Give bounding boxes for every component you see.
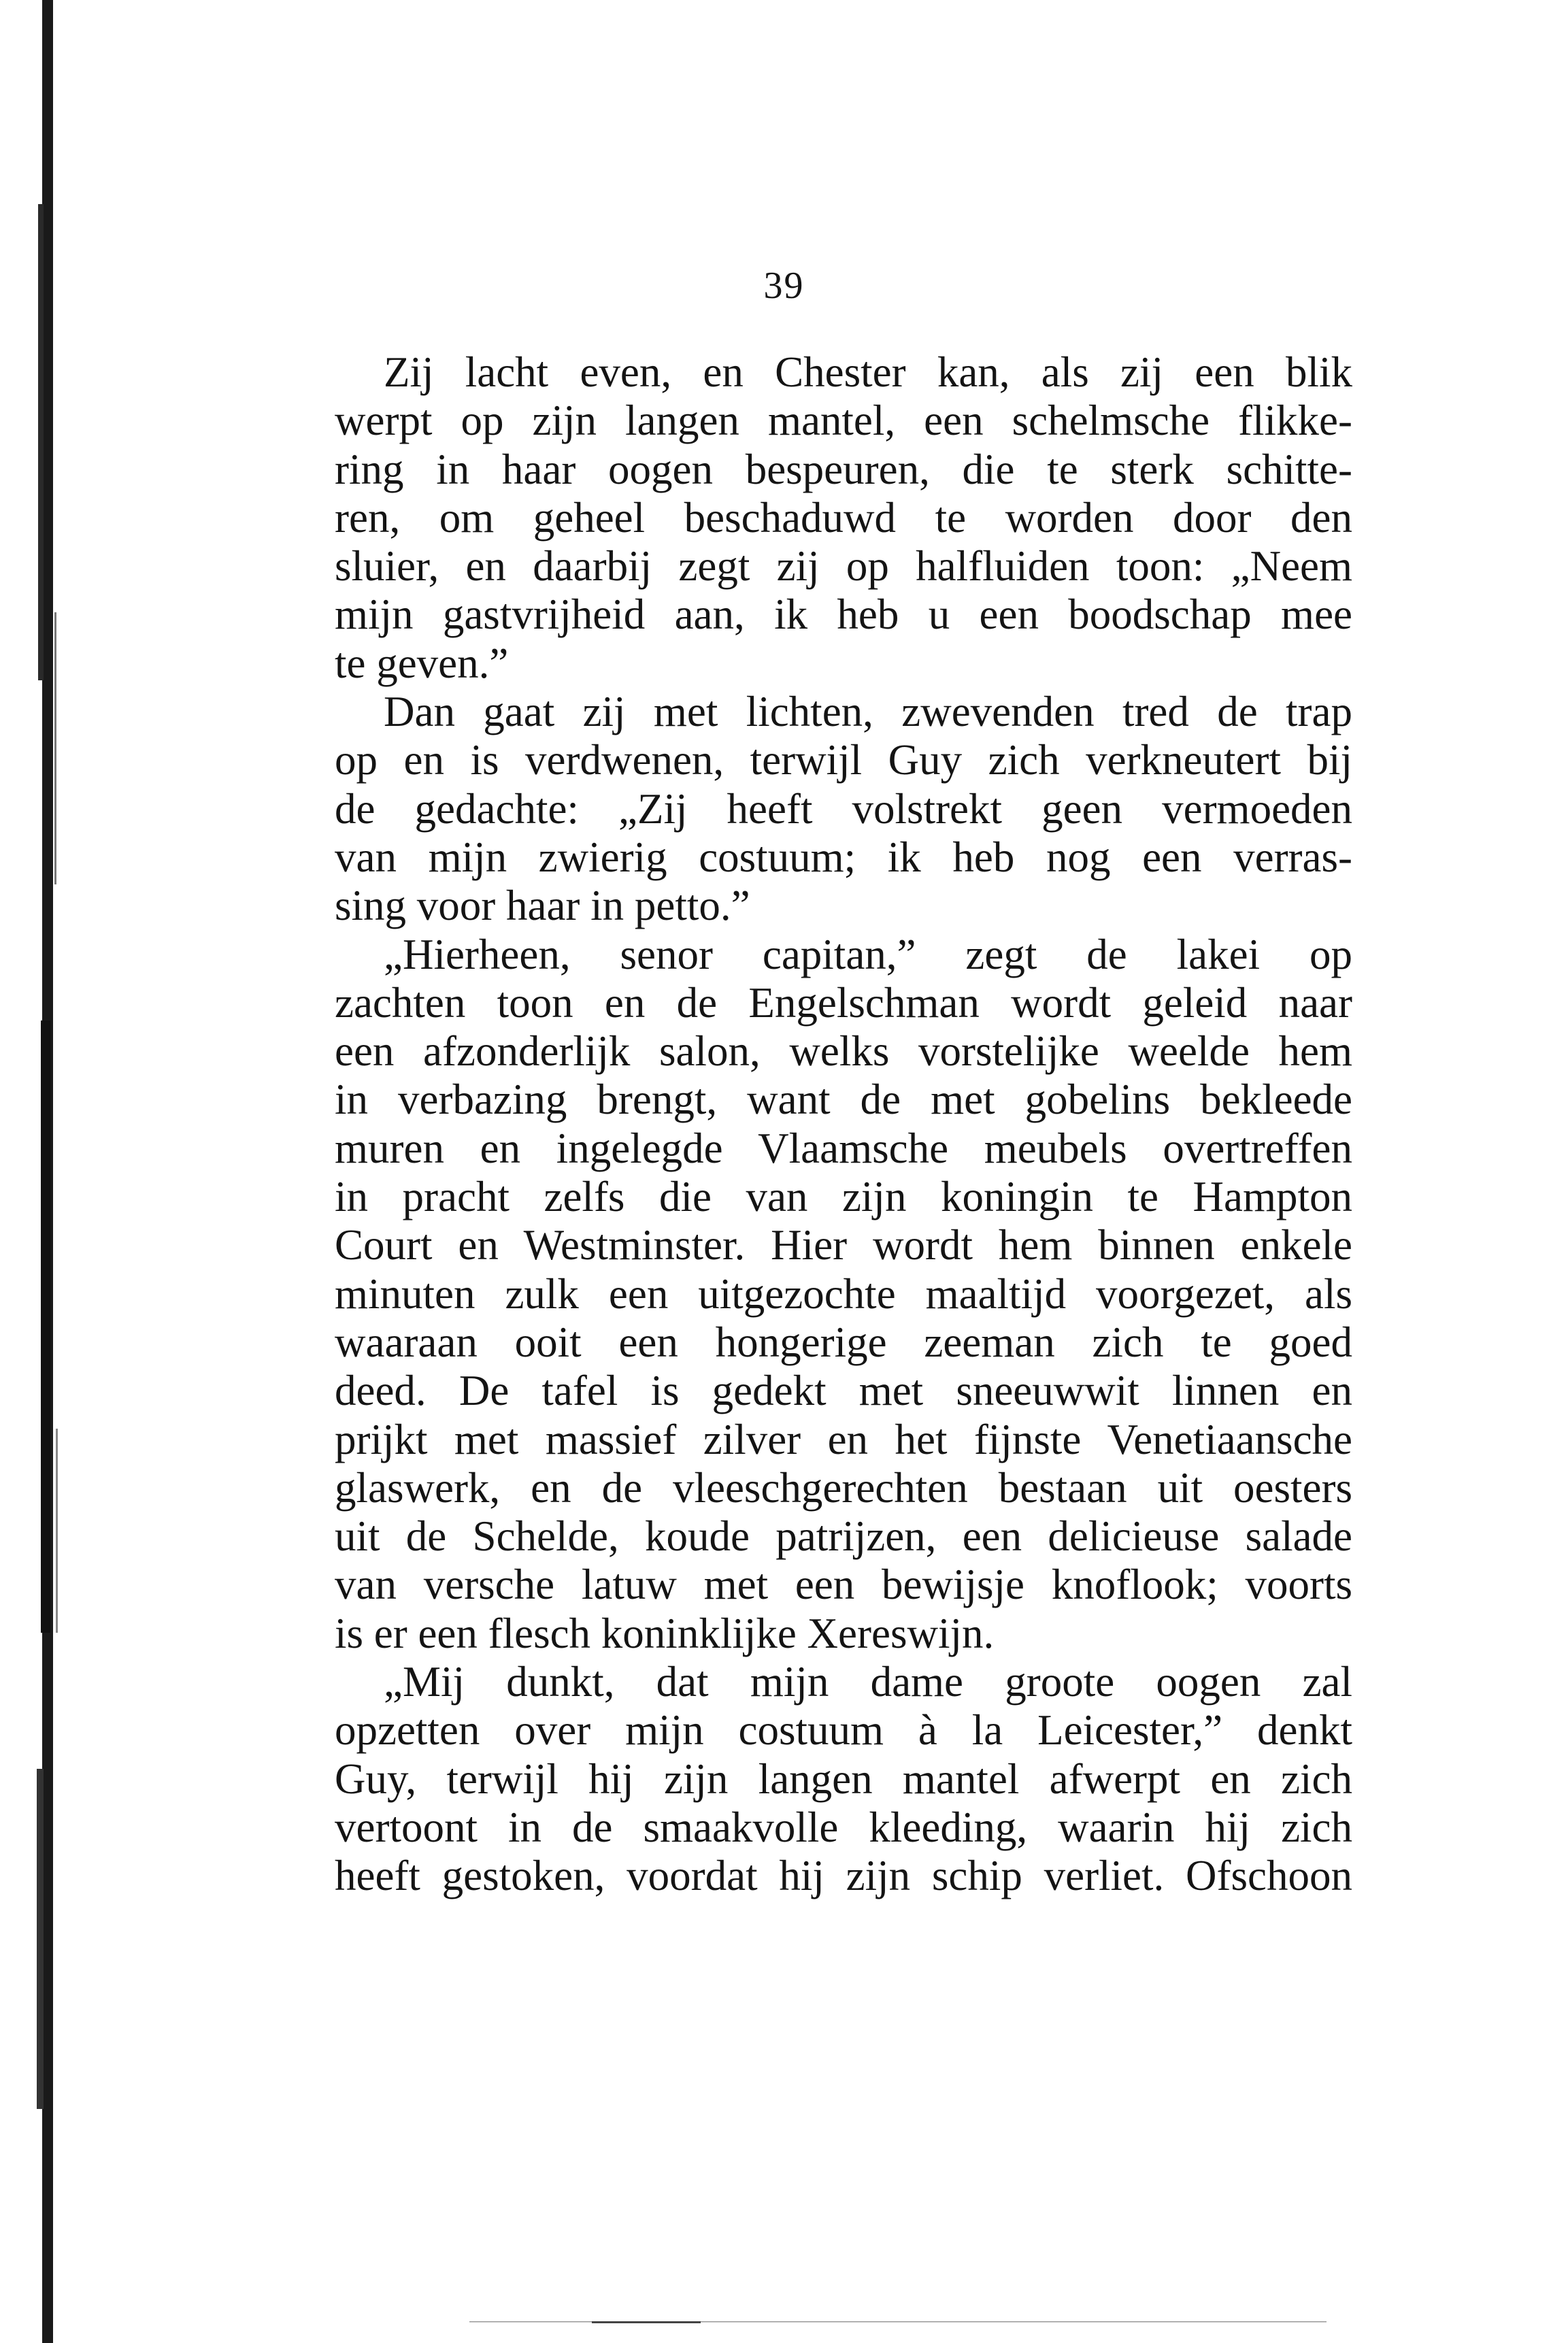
text-line: van mijn zwierig costuum; ik heb nog een verras- (335, 833, 1352, 881)
text-line: ren, om geheel beschaduwd te worden door den (335, 493, 1352, 542)
text-line: glaswerk, en de vleeschgerechten bestaan uit oesters (335, 1463, 1352, 1512)
text-line: op en is verdwenen, terwijl Guy zich verkneutert bij (335, 736, 1352, 784)
text-line: te geven.” (335, 639, 509, 687)
text-line: zachten toon en de Engelschman wordt geleid naar (335, 978, 1352, 1027)
body-text (335, 348, 1352, 1901)
text-line: mijn gastvrijheid aan, ik heb u een boodschap mee (335, 591, 1352, 639)
text-line: Zij lacht even, en Chester kan, als zij een blik (384, 348, 1352, 396)
text-line: in pracht zelfs die van zijn koningin te Hampton (335, 1173, 1352, 1221)
text-line: Dan gaat zij met lichten, zwevenden tred de trap (384, 688, 1352, 736)
text-line: van versche latuw met een bewijsje knoflook; voorts (335, 1561, 1352, 1609)
text-line: uit de Schelde, koude patrijzen, een delicieuse salade (335, 1512, 1352, 1561)
text-line: prijkt met massief zilver en het fijnste Venetiaansche (335, 1415, 1352, 1463)
text-line: Court en Westminster. Hier wordt hem binnen enkele (335, 1221, 1352, 1269)
text-line: vertoont in de smaakvolle kleeding, waarin hij zich (335, 1803, 1352, 1851)
text-line: de gedachte: „Zij heeft volstrekt geen vermoeden (335, 784, 1352, 833)
text-line: heeft gestoken, voordat hij zijn schip verliet. Ofschoon (335, 1852, 1352, 1900)
text-line: sluier, en daarbij zegt zij op halfluiden toon: „Neem (335, 542, 1352, 591)
text-line: in verbazing brengt, want de met gobelins bekleede (335, 1076, 1352, 1124)
text-line: waaraan ooit een hongerige zeeman zich te goed (335, 1318, 1352, 1366)
text-line: „Hierheen, senor capitan,” zegt de lakei op (384, 930, 1352, 978)
scan-edge-line (469, 2321, 1327, 2323)
text-line: Guy, terwijl hij zijn langen mantel afwerpt en zich (335, 1755, 1352, 1803)
text-line: een afzonderlijk salon, welks vorstelijke weelde hem (335, 1027, 1352, 1076)
text-line: „Mij dunkt, dat mijn dame groote oogen zal (384, 1658, 1352, 1706)
text-line: is er een flesch koninklijke Xereswijn. (335, 1609, 995, 1657)
page-number: 39 (763, 265, 805, 307)
text-line: ring in haar oogen bespeuren, die te sterk schitte- (335, 445, 1352, 493)
text-line: sing voor haar in petto.” (335, 882, 750, 930)
text-line: muren en ingelegde Vlaamsche meubels overtreffen (335, 1124, 1352, 1172)
text-line: deed. De tafel is gedekt met sneeuwwit linnen en (335, 1367, 1352, 1415)
text-line: werpt op zijn langen mantel, een schelmsche flikke- (335, 397, 1352, 445)
text-line: minuten zulk een uitgezochte maaltijd voorgezet, als (335, 1269, 1352, 1318)
binding-shadow (0, 0, 82, 2343)
text-line: opzetten over mijn costuum à la Leicester,” denkt (335, 1706, 1352, 1755)
